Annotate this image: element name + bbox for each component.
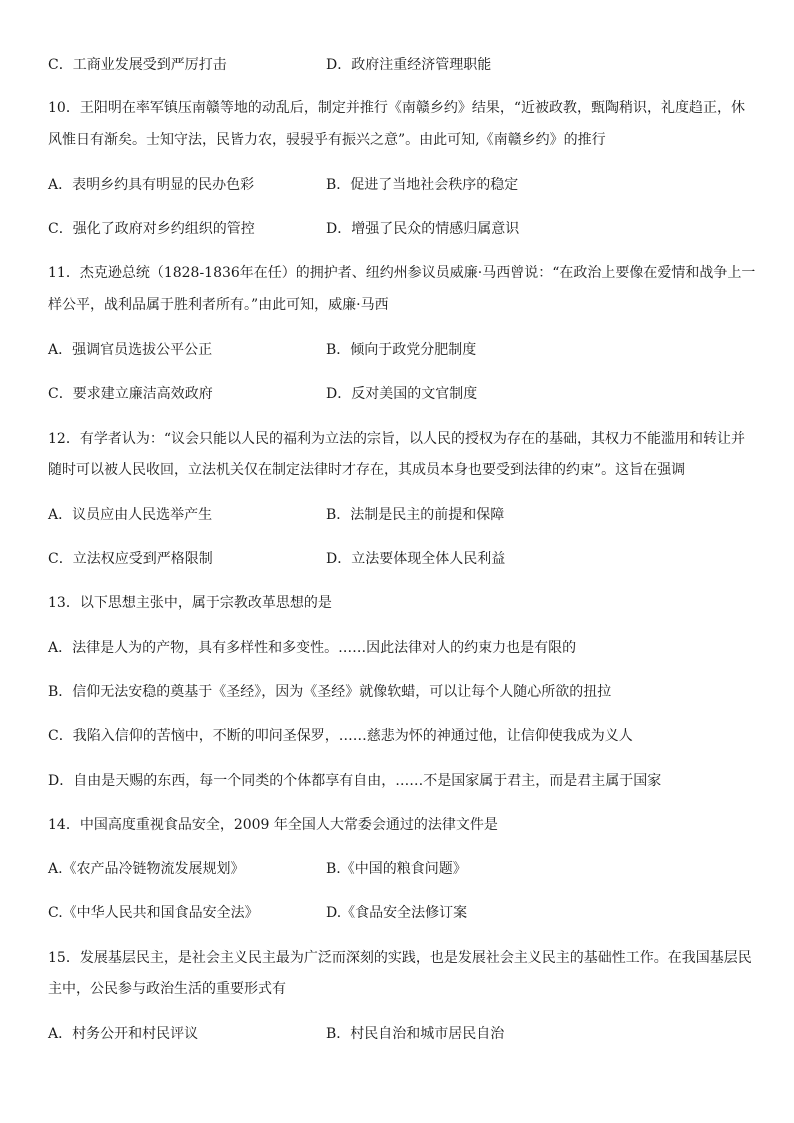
q15-option-b[interactable]: B．村民自治和城市居民自治 xyxy=(326,1026,505,1042)
q14-option-b[interactable]: B.《中国的粮食问题》 xyxy=(326,861,467,877)
q11-option-b[interactable]: B．倾向于政党分肥制度 xyxy=(326,342,477,358)
q13-option-d[interactable]: D．自由是天赐的东西，每一个同类的个体都享有自由，……不是国家属于君主，而是君主属于国家 xyxy=(48,773,662,789)
q15-stem-line1: 15．发展基层民主，是社会主义民主最为广泛而深刻的实践，也是发展社会主义民主的基础性工作。在我国基层民 xyxy=(48,950,752,966)
q14-option-c[interactable]: C.《中华人民共和国食品安全法》 xyxy=(48,905,259,921)
q12-option-c[interactable]: C．立法权应受到严格限制 xyxy=(48,551,213,567)
q15-stem-line2: 主中，公民参与政治生活的重要形式有 xyxy=(48,981,286,997)
q10-option-a[interactable]: A．表明乡约具有明显的民办色彩 xyxy=(48,177,255,193)
q10-stem-line1: 10．王阳明在率军镇压南赣等地的动乱后，制定并推行《南赣乡约》结果，“近被政教，甄陶稍识，礼度趋正，休 xyxy=(48,100,745,116)
q11-option-a[interactable]: A．强调官员选拔公平公正 xyxy=(48,342,213,358)
q9-option-d[interactable]: D．政府注重经济管理职能 xyxy=(326,57,492,73)
q12-stem-line2: 随时可以被人民收回，立法机关仅在制定法律时才存在，其成员本身也要受到法律的约束”。这旨在强调 xyxy=(48,462,686,478)
q11-stem-line2: 样公平，战利品属于胜利者所有。”由此可知，威廉·马西 xyxy=(48,297,389,313)
q14-stem: 14．中国高度重视食品安全，2009 年全国人大常委会通过的法律文件是 xyxy=(48,817,498,833)
q14-option-d[interactable]: D.《食品安全法修订案 xyxy=(326,905,468,921)
q12-stem-line1: 12．有学者认为：“议会只能以人民的福利为立法的宗旨，以人民的授权为存在的基础，其权力不能滥用和转让并 xyxy=(48,431,745,447)
q10-option-c[interactable]: C．强化了政府对乡约组织的管控 xyxy=(48,221,255,237)
q14-option-a[interactable]: A.《农产品冷链物流发展规划》 xyxy=(48,861,245,877)
q12-option-b[interactable]: B．法制是民主的前提和保障 xyxy=(326,507,505,523)
q13-stem: 13．以下思想主张中，属于宗教改革思想的是 xyxy=(48,595,332,611)
q10-option-d[interactable]: D．增强了民众的情感归属意识 xyxy=(326,221,520,237)
q13-option-c[interactable]: C．我陷入信仰的苦恼中，不断的叩问圣保罗，……慈悲为怀的神通过他，让信仰使我成为义人 xyxy=(48,728,633,744)
q11-option-d[interactable]: D．反对美国的文官制度 xyxy=(326,386,478,402)
q13-option-b[interactable]: B．信仰无法安稳的奠基于《圣经》，因为《圣经》就像软蜡，可以让每个人随心所欲的扭拉 xyxy=(48,684,612,700)
q12-option-a[interactable]: A．议员应由人民选举产生 xyxy=(48,507,213,523)
q13-option-a[interactable]: A．法律是人为的产物，具有多样性和多变性。……因此法律对人的约束力也是有限的 xyxy=(48,640,577,656)
q11-stem-line1: 11．杰克逊总统（1828-1836年在任）的拥护者、纽约州参议员威廉·马西曾说：“在政治上要像在爱情和战争上一 xyxy=(48,265,756,281)
q15-option-a[interactable]: A．村务公开和村民评议 xyxy=(48,1026,199,1042)
q12-option-d[interactable]: D．立法要体现全体人民利益 xyxy=(326,551,506,567)
q10-option-b[interactable]: B．促进了当地社会秩序的稳定 xyxy=(326,177,519,193)
q10-stem-line2: 风惟日有渐矣。士知守法，民皆力农，骎骎乎有振兴之意”。由此可知,《南赣乡约》的推行 xyxy=(48,132,606,148)
q11-option-c[interactable]: C．要求建立廉洁高效政府 xyxy=(48,386,213,402)
q9-option-c[interactable]: C．工商业发展受到严厉打击 xyxy=(48,57,227,73)
